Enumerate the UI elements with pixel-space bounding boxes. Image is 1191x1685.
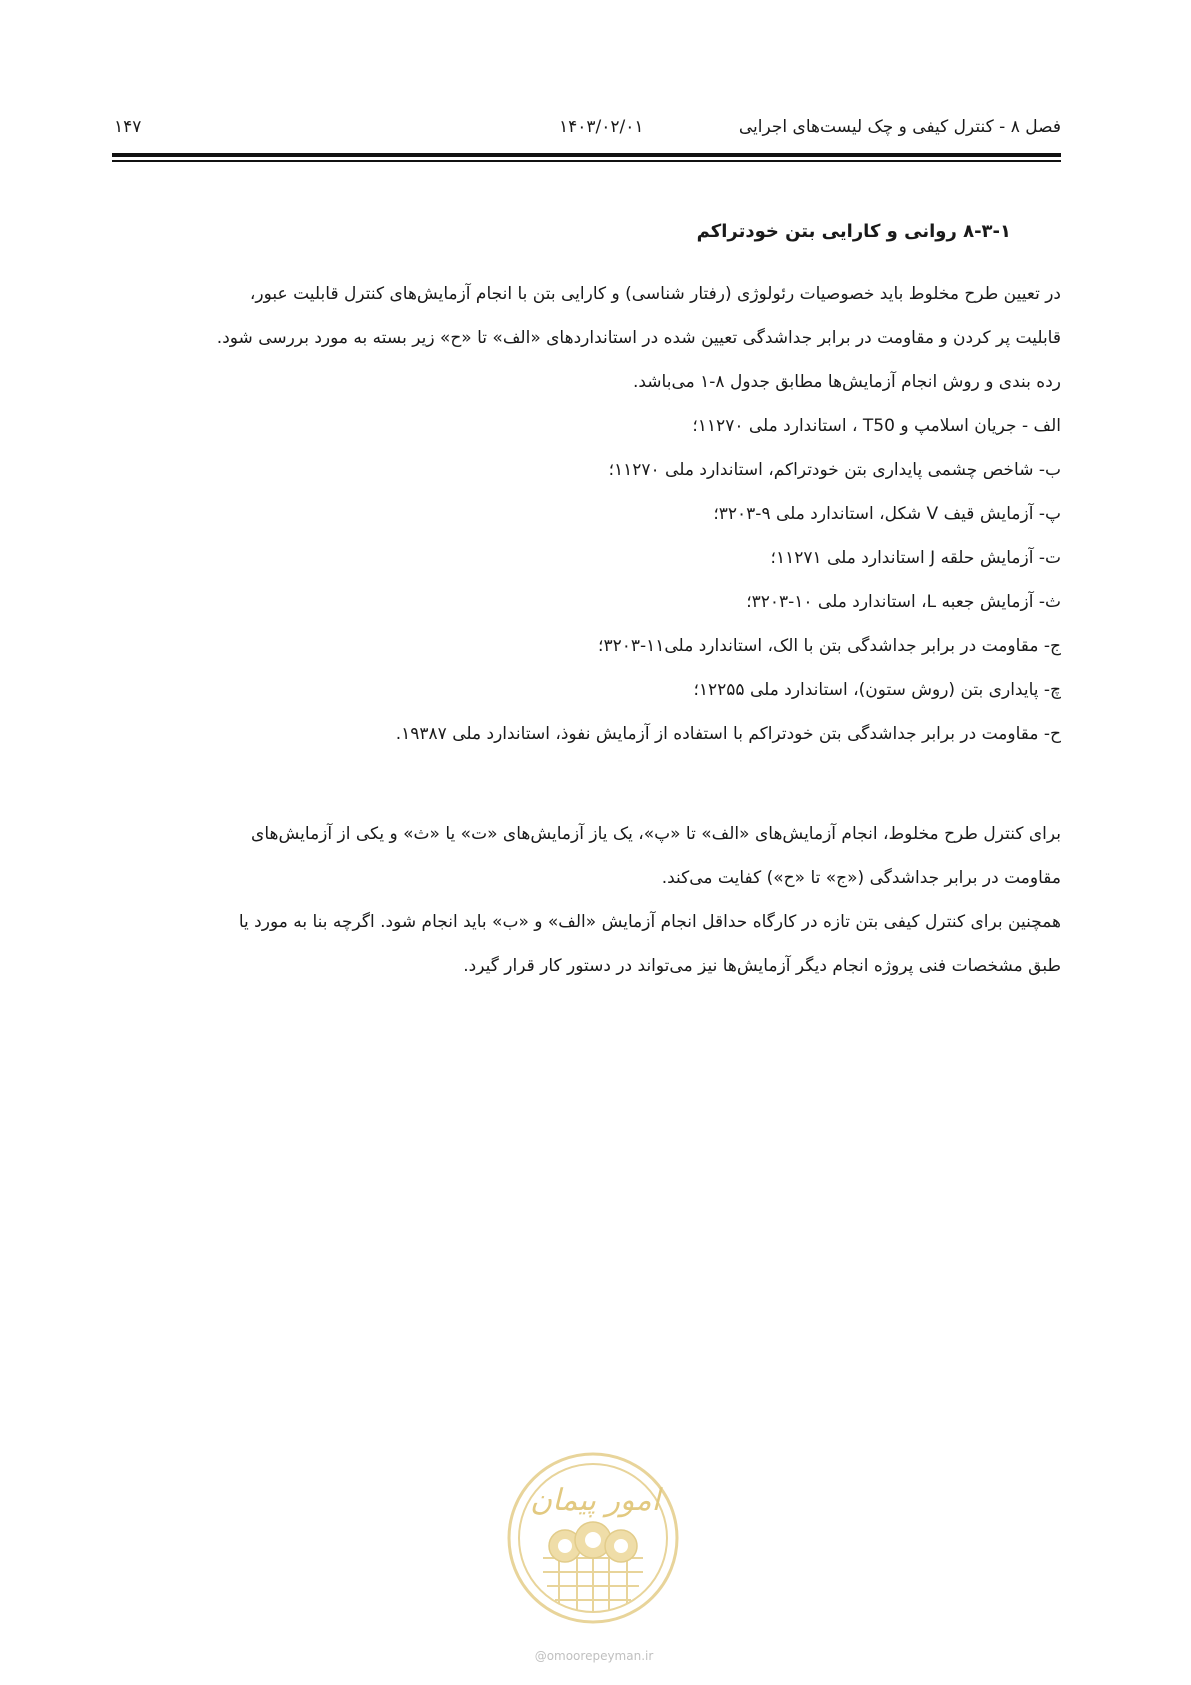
paragraph-line: همچنین برای کنترل کیفی بتن تازه در کارگاه حداقل انجام آزمایش «الف» و «ب» باید انجام شود. اگرچه بنا به مورد یا [238,912,1061,932]
intro-line: قابلیت پر کردن و مقاومت در برابر جداشدگی تعیین شده در استانداردهای «الف» تا «ح» زیر بسته به مورد بررسی شود. [216,328,1061,348]
test-list-item: ح- مقاومت در برابر جداشدگی بتن خودتراکم با استفاده از آزمایش نفوذ، استاندارد ملی ۱۹۳۸۷. [395,724,1061,744]
test-list-item: پ- آزمایش قیف V شکل، استاندارد ملی ۹-۳۲۰۳؛ [713,504,1061,524]
intro-line: رده بندی و روش انجام آزمایش‌ها مطابق جدول ۸-۱ می‌باشد. [632,372,1061,392]
logo-script-text: امور پیمان [530,1483,660,1518]
paragraph-line: برای کنترل طرح مخلوط، انجام آزمایش‌های «الف» تا «پ»، یک یاز آزمایش‌های «ت» یا «ث» و یکی از آزمایش‌های [251,824,1061,844]
test-list-item: چ- پایداری بتن (روش ستون)، استاندارد ملی ۱۲۲۵۵؛ [693,680,1061,700]
header-date: ۱۴۰۳/۰۲/۰۱ [559,117,644,137]
paragraph-line: مقاومت در برابر جداشدگی («ج» تا «ح») کفایت می‌کند. [661,868,1061,888]
header-rule-thin [112,160,1061,162]
watermark-logo [503,1448,683,1628]
chapter-title: فصل ۸ - کنترل کیفی و چک لیست‌های اجرایی [738,117,1061,137]
test-list-item: ت- آزمایش حلقه J استاندارد ملی ۱۱۲۷۱؛ [770,548,1061,568]
header-rule-thick [112,153,1061,157]
website-text: @omoorepeyman.ir [534,1649,654,1663]
section-body [112,272,1061,756]
test-list-item: ب- شاخص چشمی پایداری بتن خودتراکم، استاندارد ملی ۱۱۲۷۰؛ [608,460,1061,480]
intro-line: در تعیین طرح مخلوط باید خصوصیات رئولوژی (رفتار شناسی) و کارایی بتن با انجام آزمایش‌های کنترل قابلیت عبور، [249,284,1061,304]
page-header [114,117,1061,147]
paragraph-line: طبق مشخصات فنی پروژه انجام دیگر آزمایش‌ها نیز می‌تواند در دستور کار قرار گیرد. [463,956,1061,976]
closing-paragraphs [112,812,1061,988]
test-list-item: ج- مقاومت در برابر جداشدگی بتن با الک، استاندارد ملی۱۱-۳۲۰۳؛ [598,636,1061,656]
section-heading: ۸-۳-۱ روانی و کارایی بتن خودتراکم [696,221,1011,242]
test-list-item: الف - جریان اسلامپ و T50 ، استاندارد ملی ۱۱۲۷۰؛ [692,416,1061,436]
page-number: ۱۴۷ [114,117,142,137]
test-list-item: ث- آزمایش جعبه L، استاندارد ملی ۱۰-۳۲۰۳؛ [746,592,1061,612]
